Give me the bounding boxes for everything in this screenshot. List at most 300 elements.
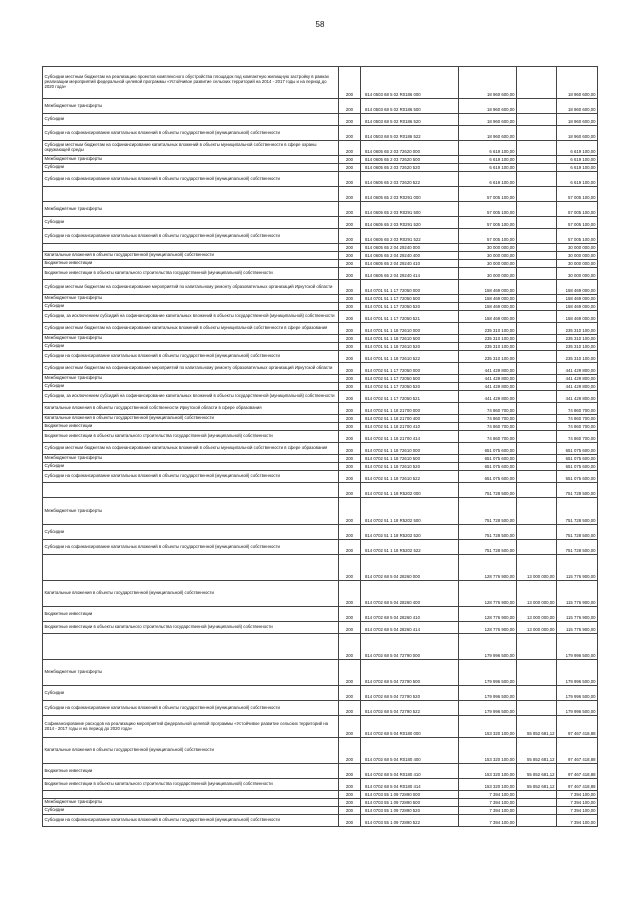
cell-code: 200 — [339, 764, 361, 779]
cell-classification: 814 0703 55 1 09 72890 000 — [361, 791, 459, 799]
cell-federal-amount — [517, 202, 557, 217]
cell-code: 200 — [339, 455, 361, 463]
cell-code: 200 — [339, 202, 361, 217]
table-row — [43, 807, 598, 815]
cell-federal-amount — [517, 114, 557, 126]
cell-federal-amount — [517, 187, 557, 202]
cell-federal-amount — [517, 375, 557, 383]
cell-total: 30 000 000,00 — [557, 252, 598, 260]
cell-classification: 814 0605 65 2 03 72620 520 — [361, 164, 459, 172]
cell-federal-amount — [517, 540, 557, 555]
cell-federal-amount — [517, 483, 557, 498]
cell-federal-amount — [517, 156, 557, 164]
cell-name: Капитальные вложения в объекты государственной (муниципальной) собственности — [43, 252, 339, 260]
cell-code: 200 — [339, 343, 361, 351]
cell-federal-amount — [517, 431, 557, 443]
cell-amount: 651 075 600,00 — [459, 463, 517, 471]
cell-code: 200 — [339, 172, 361, 187]
cell-total: 6 619 100,00 — [557, 164, 598, 172]
cell-total: 18 960 600,00 — [557, 67, 598, 99]
cell-total: 158 469 000,00 — [557, 295, 598, 303]
cell-classification: 814 0701 51 1 17 72050 520 — [361, 303, 459, 311]
cell-federal-amount — [517, 252, 557, 260]
cell-classification: 814 0605 65 2 03 R0291 522 — [361, 229, 459, 244]
cell-federal-amount — [517, 634, 557, 660]
cell-name: Межбюджетные трансферты — [43, 799, 339, 807]
cell-federal-amount — [517, 471, 557, 483]
cell-amount: 158 469 000,00 — [459, 311, 517, 323]
cell-amount: 57 005 100,00 — [459, 202, 517, 217]
cell-name — [43, 634, 339, 660]
cell-classification: 814 0701 51 1 17 72050 000 — [361, 280, 459, 295]
table-row — [43, 229, 598, 244]
cell-classification: 814 0605 65 2 04 29240 414 — [361, 268, 459, 280]
table-row — [43, 555, 598, 581]
cell-name: Субсидии — [43, 525, 339, 540]
cell-code: 200 — [339, 815, 361, 827]
cell-amount: 441 429 800,00 — [459, 375, 517, 383]
cell-amount: 6 619 100,00 — [459, 141, 517, 156]
table-row — [43, 311, 598, 323]
cell-total: 441 429 800,00 — [557, 383, 598, 391]
cell-name: Субсидии — [43, 217, 339, 229]
cell-code: 200 — [339, 807, 361, 815]
cell-total: 441 429 800,00 — [557, 391, 598, 403]
cell-code: 200 — [339, 622, 361, 634]
cell-amount: 651 075 600,00 — [459, 443, 517, 455]
table-row — [43, 99, 598, 114]
cell-code: 200 — [339, 540, 361, 555]
table-row — [43, 187, 598, 202]
cell-total: 115 776 900,00 — [557, 555, 598, 581]
cell-federal-amount — [517, 172, 557, 187]
cell-code: 200 — [339, 260, 361, 268]
cell-name: Софинансирование расходов на реализацию мероприятий федеральной целевой программы «Устойчивое развитие сельских территорий на 2014 - 2017 годы и на период до 2020 года» — [43, 716, 339, 738]
cell-name: Субсидии, за исключением субсидий на софинансирование капитальных вложений в объекты государственной (муниципальной) собственности — [43, 391, 339, 403]
cell-classification: 814 0703 55 1 09 72890 520 — [361, 807, 459, 815]
cell-federal-amount — [517, 403, 557, 415]
cell-amount: 57 005 100,00 — [459, 229, 517, 244]
table-row — [43, 363, 598, 375]
cell-name — [43, 483, 339, 498]
cell-amount: 74 860 700,00 — [459, 403, 517, 415]
table-row — [43, 634, 598, 660]
cell-name: Субсидии местным бюджетам на софинансирование капитальных вложений в объекты муниципальной собственности в сфере охраны окружающей среды — [43, 141, 339, 156]
cell-code: 200 — [339, 114, 361, 126]
cell-classification: 814 0605 65 2 03 72620 522 — [361, 172, 459, 187]
cell-code: 200 — [339, 555, 361, 581]
cell-name: Бюджетные инвестиции — [43, 764, 339, 779]
cell-code: 200 — [339, 351, 361, 363]
cell-amount: 751 728 500,00 — [459, 540, 517, 555]
cell-total: 651 075 600,00 — [557, 443, 598, 455]
cell-federal-amount — [517, 244, 557, 252]
cell-federal-amount — [517, 791, 557, 799]
cell-code: 200 — [339, 311, 361, 323]
table-row — [43, 351, 598, 363]
cell-total: 651 075 600,00 — [557, 455, 598, 463]
cell-total: 6 619 100,00 — [557, 156, 598, 164]
cell-classification: 814 0702 68 5 04 R0180 410 — [361, 764, 459, 779]
cell-total: 97 467 418,88 — [557, 779, 598, 791]
cell-name: Межбюджетные трансферты — [43, 375, 339, 383]
cell-classification: 814 0702 68 5 04 28260 000 — [361, 555, 459, 581]
cell-name: Субсидии местным бюджетам на реализацию проектов комплексного обустройства площадок под компактную жилищную застройку в рамках реализации мероприятий федеральной целевой программы «Устойчивое развитие сельских территорий на 2014 - 2017 годы и на период до 2020 года» — [43, 67, 339, 99]
cell-amount: 6 619 100,00 — [459, 164, 517, 172]
cell-code: 200 — [339, 141, 361, 156]
cell-amount: 235 310 100,00 — [459, 335, 517, 343]
cell-name: Субсидии — [43, 343, 339, 351]
cell-amount: 74 860 700,00 — [459, 423, 517, 431]
table-row — [43, 463, 598, 471]
cell-classification: 814 0702 51 1 17 72050 000 — [361, 363, 459, 375]
cell-federal-amount — [517, 383, 557, 391]
cell-federal-amount — [517, 423, 557, 431]
cell-total: 158 469 000,00 — [557, 280, 598, 295]
cell-federal-amount — [517, 311, 557, 323]
cell-name: Капитальные вложения в объекты государственной (муниципальной) собственности — [43, 415, 339, 423]
cell-total: 115 776 900,00 — [557, 581, 598, 607]
table-body — [43, 67, 598, 827]
table-row — [43, 335, 598, 343]
cell-classification: 814 0702 68 5 04 72790 000 — [361, 634, 459, 660]
cell-name: Субсидии — [43, 164, 339, 172]
cell-code: 200 — [339, 187, 361, 202]
cell-name: Субсидии — [43, 686, 339, 701]
table-row — [43, 791, 598, 799]
cell-amount: 158 469 000,00 — [459, 295, 517, 303]
cell-total: 115 776 900,00 — [557, 607, 598, 622]
cell-amount: 18 960 600,00 — [459, 126, 517, 141]
cell-total: 7 394 100,00 — [557, 807, 598, 815]
cell-name: Субсидии — [43, 303, 339, 311]
cell-amount: 30 000 000,00 — [459, 260, 517, 268]
cell-classification: 814 0702 51 1 18 72610 520 — [361, 463, 459, 471]
cell-amount: 751 728 500,00 — [459, 525, 517, 540]
cell-amount: 74 860 700,00 — [459, 431, 517, 443]
cell-code: 200 — [339, 383, 361, 391]
table-row — [43, 375, 598, 383]
cell-federal-amount — [517, 260, 557, 268]
table-row — [43, 525, 598, 540]
cell-name: Субсидии местным бюджетам на софинансирование капитальных вложений в объекты муниципальной собственности в сфере образования — [43, 443, 339, 455]
cell-code: 200 — [339, 779, 361, 791]
cell-federal-amount: 55 852 681,12 — [517, 738, 557, 764]
cell-total: 235 310 100,00 — [557, 335, 598, 343]
cell-federal-amount — [517, 323, 557, 335]
cell-total: 74 860 700,00 — [557, 415, 598, 423]
cell-classification: 814 0702 68 5 04 72790 520 — [361, 686, 459, 701]
cell-classification: 814 0702 51 1 17 72050 500 — [361, 375, 459, 383]
cell-name: Субсидии на софинансирование капитальных вложений в объекты государственной (муниципальной) собственности — [43, 126, 339, 141]
table-row — [43, 423, 598, 431]
cell-amount: 128 776 900,00 — [459, 607, 517, 622]
table-row — [43, 581, 598, 607]
cell-total: 651 075 600,00 — [557, 463, 598, 471]
cell-amount: 128 776 900,00 — [459, 622, 517, 634]
cell-amount: 441 429 800,00 — [459, 383, 517, 391]
cell-amount: 7 394 100,00 — [459, 807, 517, 815]
cell-code: 200 — [339, 634, 361, 660]
cell-code: 200 — [339, 443, 361, 455]
cell-classification: 814 0702 51 1 17 72050 520 — [361, 383, 459, 391]
cell-federal-amount: 13 000 000,00 — [517, 607, 557, 622]
cell-code: 200 — [339, 483, 361, 498]
table-row — [43, 779, 598, 791]
cell-amount: 235 310 100,00 — [459, 323, 517, 335]
cell-amount: 153 320 100,00 — [459, 779, 517, 791]
cell-federal-amount — [517, 217, 557, 229]
cell-name: Субсидии местным бюджетам на софинансирование мероприятий по капитальному ремонту образовательных организаций Иркутской области — [43, 363, 339, 375]
cell-classification: 814 0702 51 1 18 21700 414 — [361, 431, 459, 443]
cell-amount: 6 619 100,00 — [459, 172, 517, 187]
cell-federal-amount: 13 000 000,00 — [517, 622, 557, 634]
cell-name: Субсидии — [43, 463, 339, 471]
cell-amount: 651 075 600,00 — [459, 471, 517, 483]
cell-name: Бюджетные инвестиции — [43, 260, 339, 268]
cell-name: Субсидии — [43, 807, 339, 815]
cell-total: 6 619 100,00 — [557, 141, 598, 156]
table-row — [43, 114, 598, 126]
budget-table — [42, 66, 598, 827]
table-row — [43, 303, 598, 311]
cell-name — [43, 791, 339, 799]
table-row — [43, 391, 598, 403]
cell-name — [43, 244, 339, 252]
cell-federal-amount — [517, 391, 557, 403]
cell-amount: 441 429 800,00 — [459, 391, 517, 403]
cell-total: 74 860 700,00 — [557, 431, 598, 443]
cell-total: 30 000 000,00 — [557, 244, 598, 252]
cell-code: 200 — [339, 268, 361, 280]
cell-total: 235 310 100,00 — [557, 323, 598, 335]
cell-code: 200 — [339, 463, 361, 471]
cell-classification: 814 0605 65 2 03 72620 500 — [361, 156, 459, 164]
cell-amount: 751 728 500,00 — [459, 498, 517, 525]
cell-classification: 814 0605 65 2 04 29240 000 — [361, 244, 459, 252]
cell-federal-amount — [517, 141, 557, 156]
cell-classification: 814 0701 51 1 18 72610 522 — [361, 351, 459, 363]
cell-amount: 441 429 800,00 — [459, 363, 517, 375]
cell-code: 200 — [339, 607, 361, 622]
table-row — [43, 252, 598, 260]
cell-classification: 814 0503 68 5 02 R0186 522 — [361, 126, 459, 141]
cell-amount: 18 960 600,00 — [459, 114, 517, 126]
cell-classification: 814 0605 65 2 03 R0291 520 — [361, 217, 459, 229]
cell-code: 200 — [339, 423, 361, 431]
table-row — [43, 383, 598, 391]
cell-name: Субсидии на софинансирование капитальных вложений в объекты государственной (муниципальной) собственности — [43, 701, 339, 716]
cell-total: 97 467 418,88 — [557, 716, 598, 738]
cell-name: Межбюджетные трансферты — [43, 295, 339, 303]
cell-amount: 128 776 900,00 — [459, 581, 517, 607]
table-row — [43, 172, 598, 187]
table-row — [43, 738, 598, 764]
table-row — [43, 244, 598, 252]
cell-federal-amount — [517, 799, 557, 807]
cell-code: 200 — [339, 431, 361, 443]
cell-federal-amount — [517, 351, 557, 363]
cell-classification: 814 0702 68 5 04 R0180 400 — [361, 738, 459, 764]
cell-total: 179 996 500,00 — [557, 686, 598, 701]
cell-total: 30 000 000,00 — [557, 260, 598, 268]
cell-name: Бюджетные инвестиции — [43, 607, 339, 622]
cell-name: Субсидии на софинансирование капитальных вложений в объекты государственной (муниципальной) собственности — [43, 172, 339, 187]
cell-amount: 18 960 600,00 — [459, 67, 517, 99]
cell-name: Субсидии, за исключением субсидий на софинансирование капитальных вложений в объекты государственной (муниципальной) собственности — [43, 311, 339, 323]
cell-amount: 128 776 900,00 — [459, 555, 517, 581]
table-row — [43, 295, 598, 303]
cell-federal-amount — [517, 335, 557, 343]
cell-code: 200 — [339, 391, 361, 403]
cell-classification: 814 0702 68 5 04 72790 500 — [361, 660, 459, 686]
cell-classification: 814 0702 68 5 04 72790 522 — [361, 701, 459, 716]
cell-amount: 179 996 500,00 — [459, 686, 517, 701]
cell-classification: 814 0702 51 1 17 72050 521 — [361, 391, 459, 403]
cell-total: 235 310 100,00 — [557, 343, 598, 351]
cell-total: 441 429 800,00 — [557, 363, 598, 375]
cell-code: 200 — [339, 716, 361, 738]
cell-federal-amount — [517, 164, 557, 172]
cell-classification: 814 0701 51 1 18 72610 520 — [361, 343, 459, 351]
cell-amount: 57 005 100,00 — [459, 187, 517, 202]
table-row — [43, 471, 598, 483]
cell-total: 441 429 800,00 — [557, 375, 598, 383]
cell-total: 74 860 700,00 — [557, 403, 598, 415]
table-row — [43, 455, 598, 463]
cell-total: 7 394 100,00 — [557, 815, 598, 827]
cell-federal-amount — [517, 815, 557, 827]
cell-federal-amount — [517, 280, 557, 295]
table-row — [43, 498, 598, 525]
cell-amount: 158 469 000,00 — [459, 303, 517, 311]
cell-classification: 814 0605 65 2 03 R0291 000 — [361, 187, 459, 202]
cell-amount: 30 000 000,00 — [459, 252, 517, 260]
cell-federal-amount: 13 000 000,00 — [517, 581, 557, 607]
cell-amount: 158 469 000,00 — [459, 280, 517, 295]
cell-code: 200 — [339, 229, 361, 244]
cell-code: 200 — [339, 738, 361, 764]
cell-name: Субсидии местным бюджетам на софинансирование капитальных вложений в объекты муниципальной собственности в сфере образования — [43, 323, 339, 335]
cell-total: 751 728 500,00 — [557, 540, 598, 555]
cell-classification: 814 0702 68 5 04 28260 410 — [361, 607, 459, 622]
cell-total: 57 005 100,00 — [557, 202, 598, 217]
table-row — [43, 622, 598, 634]
cell-total: 57 005 100,00 — [557, 217, 598, 229]
cell-code: 200 — [339, 701, 361, 716]
cell-total: 57 005 100,00 — [557, 229, 598, 244]
cell-name: Субсидии на софинансирование капитальных вложений в объекты государственной (муниципальной) собственности — [43, 471, 339, 483]
cell-code: 200 — [339, 471, 361, 483]
cell-classification: 814 0702 68 5 04 28260 414 — [361, 622, 459, 634]
cell-federal-amount — [517, 229, 557, 244]
cell-code: 200 — [339, 415, 361, 423]
cell-total: 6 619 100,00 — [557, 172, 598, 187]
cell-total: 158 469 000,00 — [557, 303, 598, 311]
cell-classification: 814 0605 65 2 03 72620 000 — [361, 141, 459, 156]
table-row — [43, 607, 598, 622]
cell-name: Межбюджетные трансферты — [43, 202, 339, 217]
cell-total: 751 728 500,00 — [557, 525, 598, 540]
cell-amount: 7 394 100,00 — [459, 791, 517, 799]
cell-amount: 235 310 100,00 — [459, 351, 517, 363]
cell-total: 179 996 500,00 — [557, 701, 598, 716]
cell-amount: 57 005 100,00 — [459, 217, 517, 229]
cell-amount: 18 960 600,00 — [459, 99, 517, 114]
table-row — [43, 431, 598, 443]
table-row — [43, 415, 598, 423]
table-row — [43, 660, 598, 686]
cell-federal-amount — [517, 67, 557, 99]
cell-total: 30 000 000,00 — [557, 268, 598, 280]
cell-name: Субсидии на софинансирование капитальных вложений в объекты государственной (муниципальной) собственности — [43, 815, 339, 827]
cell-federal-amount — [517, 498, 557, 525]
cell-total: 115 776 900,00 — [557, 622, 598, 634]
cell-code: 200 — [339, 67, 361, 99]
cell-classification: 814 0702 68 5 04 28260 400 — [361, 581, 459, 607]
table-row — [43, 343, 598, 351]
cell-code: 200 — [339, 791, 361, 799]
cell-federal-amount — [517, 525, 557, 540]
cell-name: Капитальные вложения в объекты государственной (муниципальной) собственности — [43, 581, 339, 607]
cell-federal-amount — [517, 343, 557, 351]
cell-code: 200 — [339, 581, 361, 607]
cell-code: 200 — [339, 295, 361, 303]
cell-name: Межбюджетные трансферты — [43, 660, 339, 686]
cell-name: Капитальные вложения в объекты государственной (муниципальной) собственности — [43, 738, 339, 764]
cell-total: 74 860 700,00 — [557, 423, 598, 431]
cell-classification: 814 0701 51 1 18 72610 500 — [361, 335, 459, 343]
cell-total: 179 996 500,00 — [557, 634, 598, 660]
cell-classification: 814 0702 51 1 18 21700 400 — [361, 415, 459, 423]
cell-federal-amount — [517, 126, 557, 141]
cell-total: 179 996 500,00 — [557, 660, 598, 686]
cell-federal-amount: 55 852 681,12 — [517, 716, 557, 738]
cell-amount: 153 320 100,00 — [459, 764, 517, 779]
cell-name: Бюджетные инвестиции в объекты капитального строительства государственной (муниципальной) собственности — [43, 268, 339, 280]
cell-federal-amount — [517, 268, 557, 280]
cell-federal-amount: 55 852 681,12 — [517, 764, 557, 779]
cell-name: Субсидии — [43, 114, 339, 126]
table-row — [43, 403, 598, 415]
cell-classification: 814 0605 65 2 04 29240 400 — [361, 252, 459, 260]
cell-classification: 814 0702 51 1 18 72610 500 — [361, 455, 459, 463]
cell-name: Бюджетные инвестиции в объекты капитального строительства государственной (муниципальной) собственности — [43, 779, 339, 791]
cell-amount: 6 619 100,00 — [459, 156, 517, 164]
cell-federal-amount — [517, 660, 557, 686]
table-row — [43, 443, 598, 455]
cell-classification: 814 0702 51 1 18 R5202 520 — [361, 525, 459, 540]
cell-classification: 814 0702 51 1 18 21700 000 — [361, 403, 459, 415]
cell-classification: 814 0503 68 5 02 R0186 000 — [361, 67, 459, 99]
table-row — [43, 799, 598, 807]
cell-classification: 814 0702 51 1 18 72610 522 — [361, 471, 459, 483]
cell-federal-amount — [517, 463, 557, 471]
cell-classification: 814 0703 55 1 09 72890 522 — [361, 815, 459, 827]
cell-name: Субсидии на софинансирование капитальных вложений в объекты государственной (муниципальной) собственности — [43, 351, 339, 363]
cell-total: 651 075 600,00 — [557, 471, 598, 483]
cell-amount: 651 075 600,00 — [459, 455, 517, 463]
cell-federal-amount: 55 852 681,12 — [517, 779, 557, 791]
page-number: 58 — [315, 20, 325, 29]
cell-amount: 751 728 500,00 — [459, 483, 517, 498]
cell-federal-amount — [517, 415, 557, 423]
cell-code: 200 — [339, 252, 361, 260]
cell-total: 751 728 500,00 — [557, 483, 598, 498]
table-row — [43, 164, 598, 172]
cell-code: 200 — [339, 335, 361, 343]
cell-code: 200 — [339, 403, 361, 415]
